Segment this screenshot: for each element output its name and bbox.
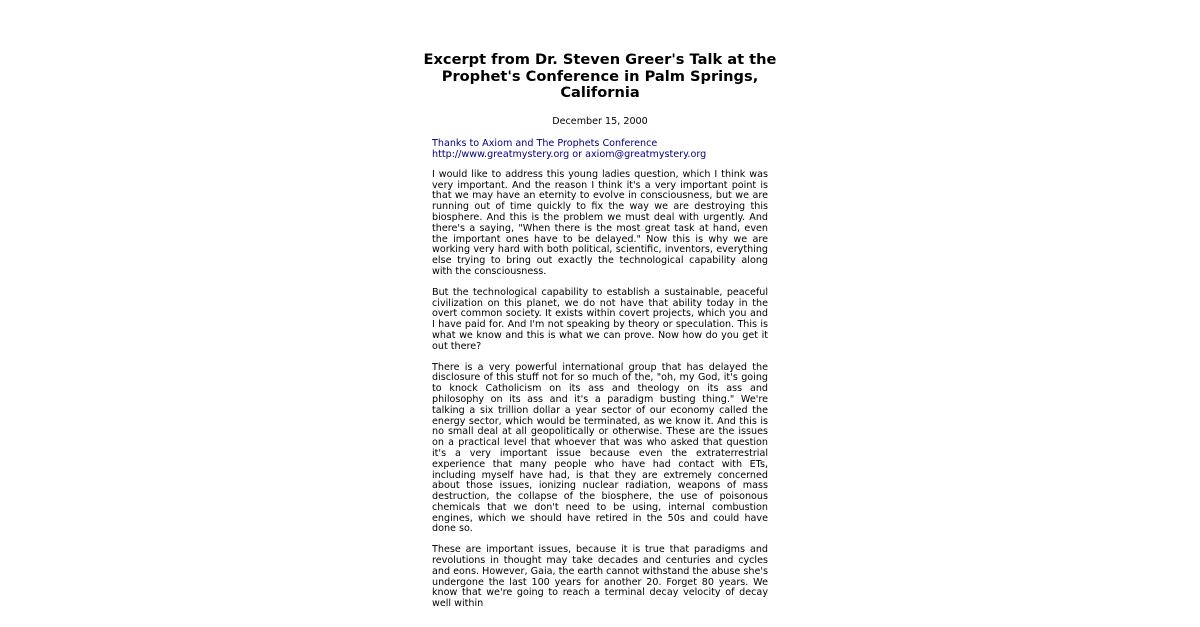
body-paragraph-2: But the technological capability to establish a sustainable, peaceful civilization on this planet, we do not have that ability today in the overt common society. It exists within covert projects, which you and I have paid for. And I'm not speaking by theory or speculation. This is what we know and this is what we can prove. Now how do you get it out there?: [432, 286, 768, 352]
body-paragraph-3: There is a very powerful international group that has delayed the disclosure of this stuff not for so much of the, "oh, my God, it's going to knock Catholicism on its ass and theology on its ass and philosophy on its ass and it's a paradigm busting thing." We're talking a six trillion dollar a year sector of our economy called the energy sector, which would be terminated, as we know it. And this is no small deal at all geopolitically or otherwise. These are the issues on a practical level that whoever that was who asked that question it's a very important issue because even the extraterrestrial experience that many people who have had contact with ETs, including myself have had, is that they are extremely concerned about those issues, ionizing nuclear radiation, weapons of mass destruction, the collapse of the biosphere, the use of poisonous chemicals that we don't need to be using, internal combustion engines, which we should have retired in the 50s and could have done so.: [432, 361, 768, 535]
body-paragraph-4: These are important issues, because it is true that paradigms and revolutions in thought may take decades and centuries and cycles and eons. However, Gaia, the earth cannot withstand the abuse she's undergone the last 100 years for another 20. Forget 80 years. We know that we're going to reach a terminal decay velocity of decay well within: [432, 544, 768, 610]
credits-thanks-line: Thanks to Axiom and The Prophets Conference: [432, 137, 658, 149]
article-title: Excerpt from Dr. Steven Greer's Talk at the Prophet's Conference in Palm Springs, California: [423, 51, 777, 102]
article-date: December 15, 2000: [552, 115, 648, 127]
body-paragraph-1: I would like to address this young ladies question, which I think was very important. And the reason I think it's a very important point is that we may have an eternity to evolve in consciousness, but we are running out of time quickly to fix the way we are destroying this biosphere. And this is the problem we must deal with urgently. And there's a saying, "When there is the most great task at hand, even the important ones have to be delayed." Now this is why we are working very hard with both political, scientific, inventors, everything else trying to bring out exactly the technological capability along with the consciousness.: [432, 168, 768, 277]
article-column: [423, 51, 777, 610]
credits-contact-line: http://www.greatmystery.org or axiom@greatmystery.org: [432, 148, 707, 160]
credits-block: [432, 138, 768, 160]
